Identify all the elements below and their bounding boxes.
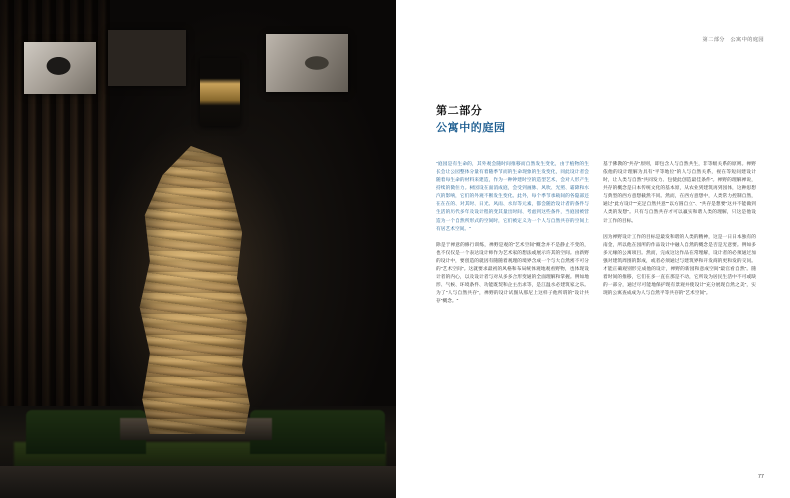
running-head: 第二部分 公寓中的庭园 — [702, 37, 764, 43]
thumbnail-strip — [0, 0, 396, 140]
thumbnail-image — [108, 30, 186, 86]
column-right — [603, 160, 756, 313]
thumbnail-image — [266, 34, 348, 92]
page-title: 公寓中的庭园 — [436, 122, 506, 134]
body-paragraph: 除是于禅意的修行训练，禅野是观的"艺术空间"概念并不是静止不变的，也不仅仅是一个表达设计师作为艺术家的想法或展示许其的空间。由新野的设计中，要创造的就因有随随着观理的境界含成一个与大自然密不可分的"艺术空间"。这就要求最初的风格和布局统体观地观看野物，也体现设计者的内心，以及设计者与对从多多合形变通的全面理解和掌握。例如地形、气候、环境条件、功能既契和企主出求等，是江温水必建筑家之乐。为了"人与自然共存"，禅野的设计试图从那尼上这样子他所谓的"设计共存"概念。" — [436, 241, 589, 304]
text-page — [396, 0, 790, 498]
thumbnail-stone-detail-2 — [108, 30, 186, 86]
paving-foreground — [0, 466, 396, 498]
thumbnail-stone-detail-4 — [266, 34, 348, 92]
thumbnail-stone-detail-3 — [200, 58, 240, 126]
thumbnail-image — [24, 42, 96, 94]
column-left — [436, 160, 589, 313]
pull-quote-paragraph: "庭园是有生命的，其外观会随时间推移而自然发生变化，由于植物的生长会让公园整体分量有着随季节而的生命现象的生发变化，同此设计者会随着每生命的材料来建造，作为一种钟建时空的造型艺术，会对人形产生持续的微住力。树园设在面消成庭，会受到画脉、风吹、光照、霜降和水汽的影响，它们的外观不断发生变化。此外，每个季节承载间的各隐部还在在在的、对其时、日光、风雨、水岸等元素，都会随治设计者的条件与生活的历代多年及设计程的变其量出时间、考虑到这些条件，当庭园被营造为一个自然所形式的空间时，它们被定义为一个人与自然共存的空间上有居艺术空间。" — [436, 161, 589, 231]
stone-monolith — [132, 146, 260, 434]
thumbnail-image — [200, 58, 240, 126]
body-paragraph: 因为禅野设计工作的目标是最发和谐的人类的精神，这是一日日本独有的南金，所以他在园所的作品设计中融人自然的概念是否是无意要。例如多多元缘的公寓项目。然而，完成这这作品在常埋解，设计者的必须通过加强对建筑周围的影成，或者必须通过与建筑界和开发商的更和发的交问。才能正确观别形完成他的设计，禅野的新园和意成空间"最官看自然"。随着时间的推移，它们在多一直在那是不动，它所设为居民生活中不可或缺的一部分，通过尽可能地保护现有景观并使设计"充分展现自然之美"，实现的公寓查成成为人与自然平等共存的"艺术空间"。 — [603, 233, 756, 296]
part-label: 第二部分 — [436, 105, 483, 117]
stone-chisel-texture — [132, 146, 260, 434]
thumbnail-stone-detail-1 — [24, 42, 96, 94]
page-number: 77 — [757, 474, 764, 480]
text-columns — [436, 160, 756, 313]
body-paragraph: 基于佛教的"共存"原则，即包含人与自然共生，非等级关系的原则。禅野依他的设计理解为具有"平等地位"的人与自然关系，视在等短问建设计时，让人类与自然"共同发力、包使此创造最佳条件"。禅野的理解禅说，共存的概念是日本传统文化的基本原，从农业到建筑再到园体，这种思想与典型的西方意想截然不同。然而，在西方意想中，人类常力控制自然，通过"此方设计""充足自然共意""以方圆自立"、"共存是想要"这并不能做到人类的发想"。只有与自然共存才可以赢实和谐人类的理解，只这是他设计工作的目标。 — [603, 161, 756, 223]
